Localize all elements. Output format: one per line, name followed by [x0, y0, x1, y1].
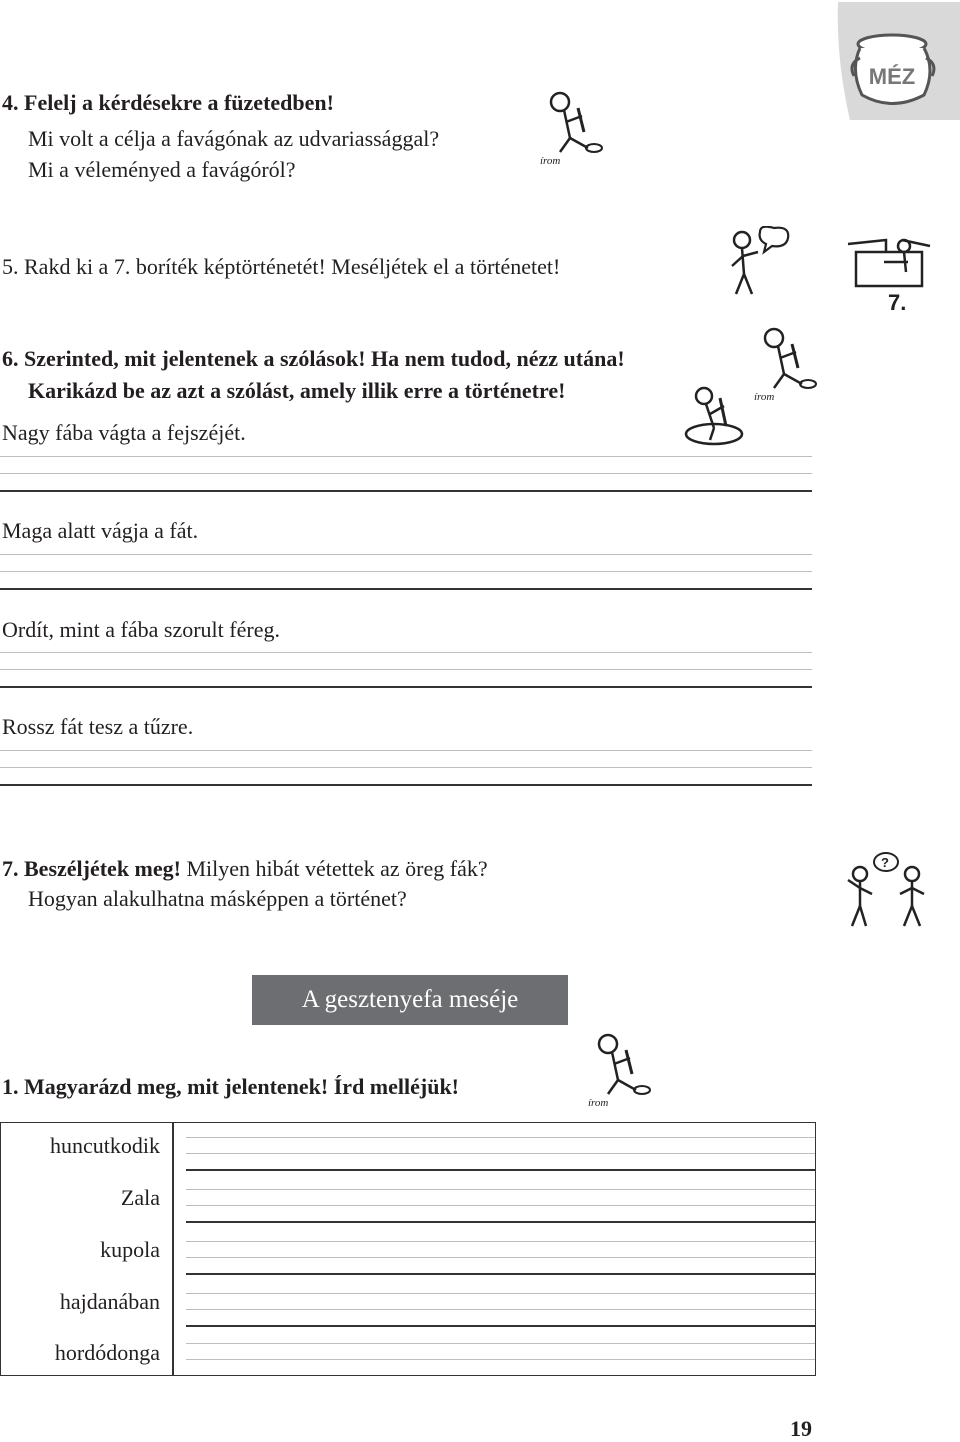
task6-title: 6. Szerinted, mit jelentenek a szólások! Ha nem tudod, nézz utána!	[2, 346, 625, 371]
answer-line	[0, 456, 812, 457]
task4-question-1: Mi volt a célja a favágónak az udvariassággal?	[28, 126, 440, 151]
writing-figure-icon	[752, 324, 820, 404]
svg-text:írom: írom	[540, 155, 561, 167]
answer-line	[0, 554, 812, 555]
answer-line	[0, 652, 812, 653]
answer-line	[186, 1137, 815, 1138]
svg-text:írom: írom	[754, 391, 775, 403]
answer-line	[186, 1273, 815, 1275]
task6-subtitle: Karikázd be az azt a szólást, amely illik erre a történetre!	[28, 378, 566, 403]
vocab-word: Zala	[120, 1185, 160, 1210]
saying-1: Nagy fába vágta a fejszéjét.	[2, 420, 246, 445]
writing-figure-icon	[586, 1030, 654, 1110]
saying-3: Ordít, mint a fába szorult féreg.	[2, 617, 280, 642]
discussion-figures-icon	[842, 850, 928, 930]
answer-line	[186, 1205, 815, 1206]
answer-line	[0, 686, 812, 688]
task7-question-2: Hogyan alakulhatna másképpen a történet?	[28, 886, 407, 911]
answer-line	[0, 784, 812, 786]
answer-line	[0, 571, 812, 572]
answer-line	[0, 767, 812, 768]
answer-line	[0, 669, 812, 670]
answer-line	[186, 1257, 815, 1258]
honey-pot-icon	[832, 0, 960, 120]
envelope-box-icon	[846, 234, 932, 318]
answer-line	[0, 750, 812, 751]
vocab-word: hordódonga	[54, 1340, 160, 1365]
page-number: 19	[790, 1416, 812, 1441]
answer-line	[186, 1325, 815, 1327]
answer-line	[186, 1153, 815, 1154]
answer-line	[186, 1359, 815, 1360]
answer-line	[0, 473, 812, 474]
task7-title	[2, 856, 488, 882]
answer-line	[186, 1169, 815, 1171]
answer-line	[0, 588, 812, 590]
answer-line	[186, 1189, 815, 1190]
vocab-word: huncutkodik	[50, 1133, 160, 1158]
circling-figure-icon	[680, 384, 748, 448]
envelope-number: 7.	[888, 290, 907, 315]
task7-title-bold: 7. Beszéljétek meg!	[2, 856, 181, 881]
storytelling-figure-icon	[724, 226, 794, 298]
vocab-word: hajdanában	[59, 1289, 160, 1314]
vocabulary-table	[0, 1122, 816, 1376]
writing-figure-icon	[538, 88, 606, 168]
svg-text:írom: írom	[588, 1097, 609, 1109]
section-banner: A gesztenyefa meséje	[252, 975, 568, 1025]
saying-4: Rossz fát tesz a tűzre.	[2, 714, 194, 739]
answer-line	[0, 490, 812, 492]
svg-text:?: ?	[881, 855, 889, 870]
saying-2: Maga alatt vágja a fát.	[2, 518, 199, 543]
task4-question-2: Mi a véleményed a favágóról?	[28, 157, 296, 182]
svg-text:MÉZ: MÉZ	[868, 64, 916, 89]
table-divider	[172, 1123, 174, 1375]
task5-title: 5. Rakd ki a 7. boríték képtörténetét! Meséljétek el a történetet!	[2, 254, 561, 279]
vocab-word: kupola	[100, 1237, 160, 1262]
answer-line	[186, 1221, 815, 1223]
task1-title: 1. Magyarázd meg, mit jelentenek! Írd melléjük!	[2, 1074, 460, 1099]
answer-line	[186, 1293, 815, 1294]
task4-title: 4. Felelj a kérdésekre a füzetedben!	[2, 90, 334, 115]
answer-line	[186, 1309, 815, 1310]
answer-line	[186, 1241, 815, 1242]
task7-title-rest: Milyen hibát vétettek az öreg fák?	[180, 856, 488, 881]
answer-line	[186, 1343, 815, 1344]
